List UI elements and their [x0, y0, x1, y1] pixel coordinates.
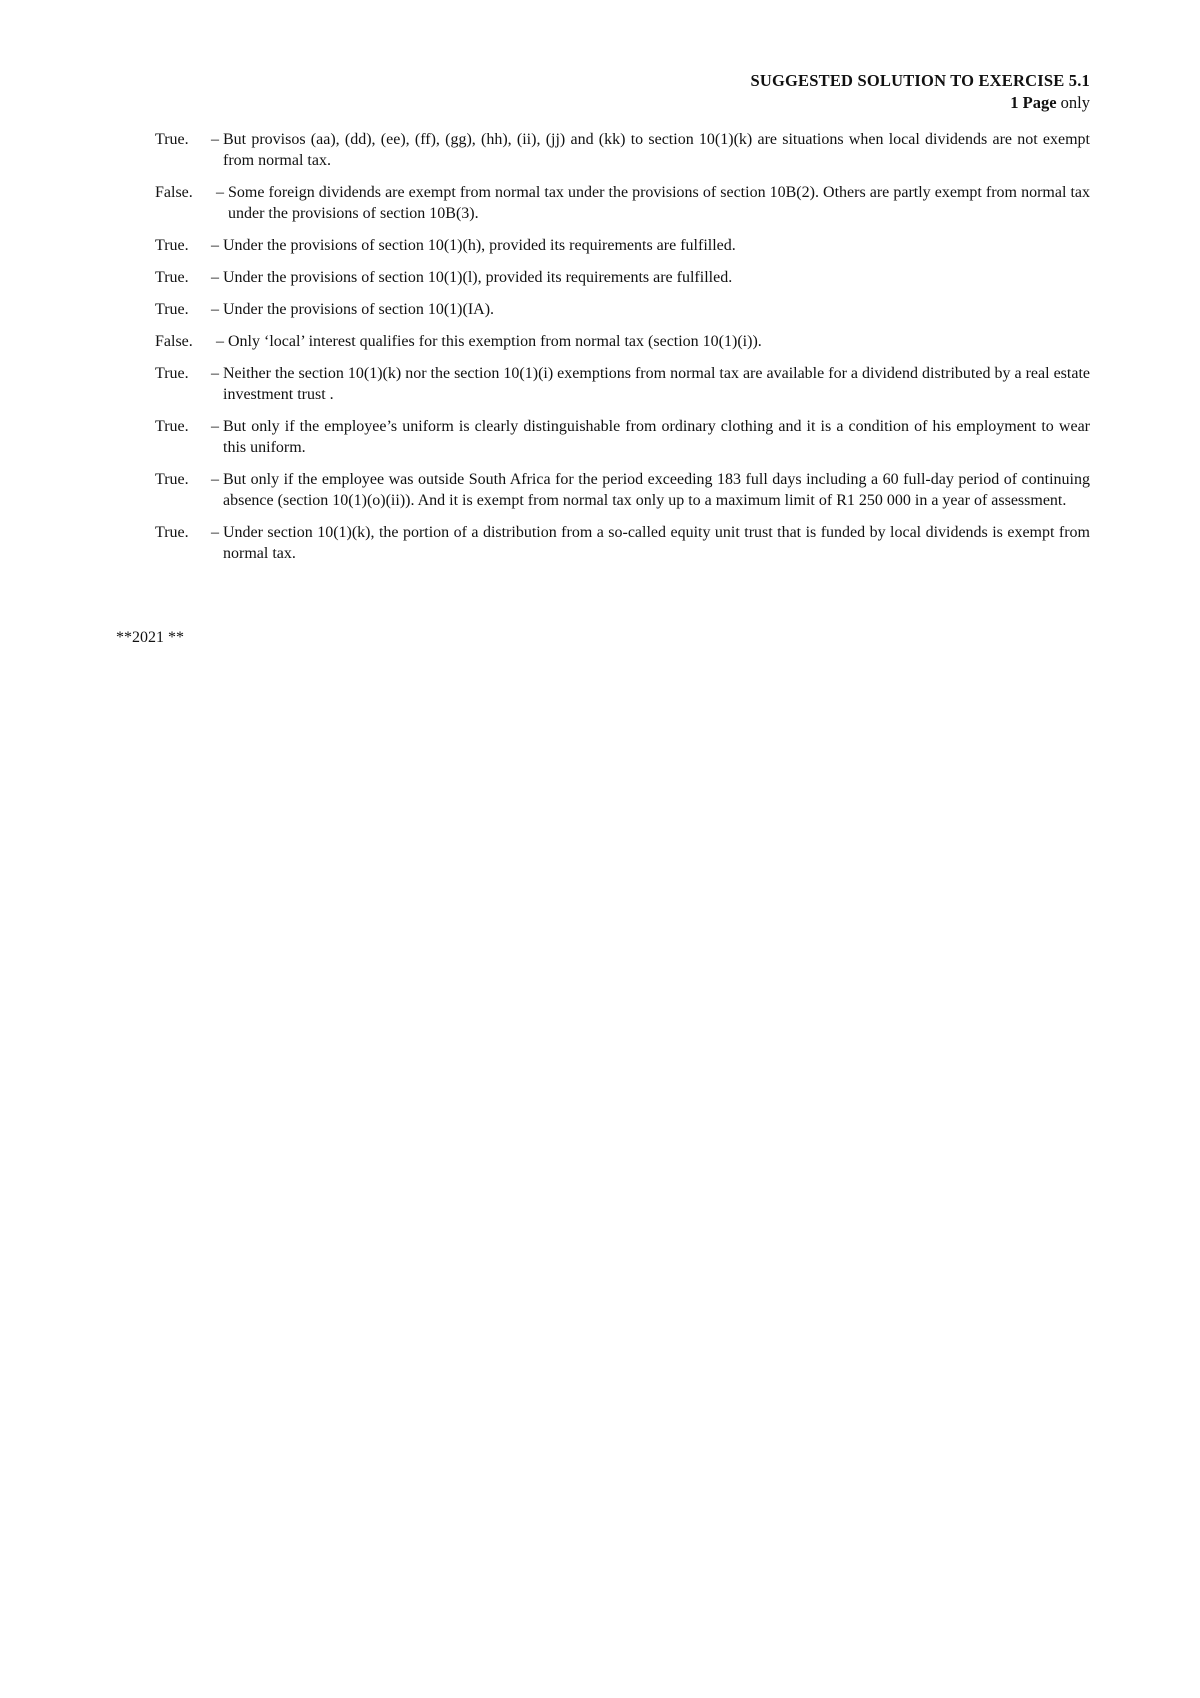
answer-explanation: Under section 10(1)(k), the portion of a distribution from a so-called equity unit trust that is funded by local dividends is exempt from normal tax. — [223, 524, 1090, 562]
answer-item-10 — [155, 522, 1090, 564]
answer-explanation: Neither the section 10(1)(k) nor the section 10(1)(i) exemptions from normal tax are available for a dividend distributed by a real estate investment trust . — [223, 365, 1090, 403]
answer-item-3 — [155, 235, 1090, 256]
page-limit-note — [750, 92, 1090, 114]
answer-dash: – — [211, 365, 219, 382]
answer-item-4 — [155, 267, 1090, 288]
answer-verdict: True. — [155, 269, 189, 286]
answer-explanation: Only ‘local’ interest qualifies for this exemption from normal tax (section 10(1)(i)). — [228, 333, 762, 350]
document-header — [750, 70, 1090, 114]
exercise-title: SUGGESTED SOLUTION TO EXERCISE 5.1 — [750, 71, 1090, 90]
answer-verdict: False. — [155, 333, 193, 350]
answer-verdict: True. — [155, 131, 189, 148]
page-limit-bold: 1 Page — [1010, 93, 1057, 112]
answer-verdict: True. — [155, 418, 189, 435]
answer-verdict: False. — [155, 184, 193, 201]
answer-explanation: But provisos (aa), (dd), (ee), (ff), (gg), (hh), (ii), (jj) and (kk) to section 10(1)(k) are situations when local dividends are not exempt from normal tax. — [223, 131, 1090, 169]
answer-item-2 — [155, 182, 1090, 224]
answer-verdict: True. — [155, 365, 189, 382]
answer-verdict: True. — [155, 301, 189, 318]
answer-item-9 — [155, 469, 1090, 511]
answer-dash: – — [216, 333, 224, 350]
answer-dash: – — [211, 301, 219, 318]
answer-dash: – — [211, 471, 219, 488]
answer-item-6 — [155, 331, 1090, 352]
answer-dash: – — [211, 131, 219, 148]
answer-item-5 — [155, 299, 1090, 320]
page-limit-rest: only — [1056, 93, 1090, 112]
answer-explanation: But only if the employee was outside South Africa for the period exceeding 183 full days including a 60 full-day period of continuing absence (section 10(1)(o)(ii)). And it is exempt from normal tax only up to a maximum limit of R1 250 000 in a year of assessment. — [223, 471, 1090, 509]
answer-item-8 — [155, 416, 1090, 458]
answer-explanation: Some foreign dividends are exempt from normal tax under the provisions of section 10B(2). Others are partly exempt from normal tax under the provisions of section 10B(3). — [228, 184, 1090, 222]
answer-dash: – — [211, 269, 219, 286]
answer-dash: – — [216, 184, 224, 201]
answer-explanation: But only if the employee’s uniform is clearly distinguishable from ordinary clothing and it is a condition of his employment to wear this uniform. — [223, 418, 1090, 456]
answer-dash: – — [211, 418, 219, 435]
answer-verdict: True. — [155, 471, 189, 488]
answer-explanation: Under the provisions of section 10(1)(h), provided its requirements are fulfilled. — [223, 237, 736, 254]
answer-item-7 — [155, 363, 1090, 405]
answer-verdict: True. — [155, 524, 189, 541]
document-footer-mark: **2021 ** — [116, 629, 184, 646]
answer-explanation: Under the provisions of section 10(1)(IA). — [223, 301, 495, 318]
answer-verdict: True. — [155, 237, 189, 254]
answer-explanation: Under the provisions of section 10(1)(l), provided its requirements are fulfilled. — [223, 269, 733, 286]
answer-dash: – — [211, 237, 219, 254]
answer-item-1 — [155, 129, 1090, 171]
answer-dash: – — [211, 524, 219, 541]
answer-list — [155, 129, 1090, 575]
